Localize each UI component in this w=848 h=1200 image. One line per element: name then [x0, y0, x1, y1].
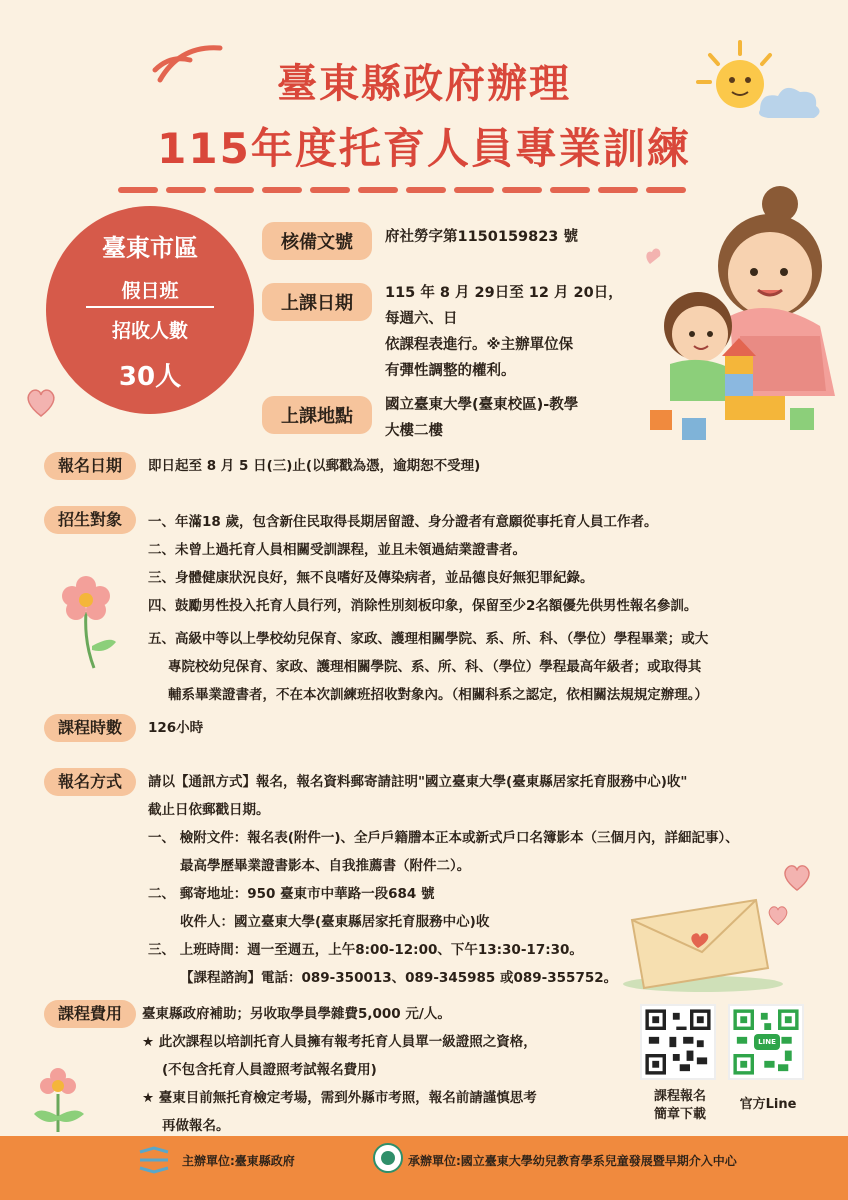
fee-label: 課程費用	[44, 1000, 136, 1028]
list-item: 輔系畢業證書者，不在本次訓練班招收對象內。（相關科系之認定，依相關法規規定辦理。）	[168, 687, 708, 703]
date-line: 依課程表進行。※主辦單位保	[385, 337, 574, 353]
badge-class-type: 假日班	[121, 280, 179, 302]
method-line: 最高學歷畢業證書影本、自我推薦書（附件二）。	[180, 858, 471, 874]
list-item: 專院校幼兒保育、家政、護理相關學院、系、所、科、（學位）學程最高年級者；或取得其	[168, 659, 702, 675]
method-label: 報名方式	[44, 768, 136, 796]
class-badge	[46, 206, 254, 414]
list-item: 一、年滿18 歲，包含新住民取得長期居留證、身分證者有意願從事托育人員工作者。	[148, 514, 658, 530]
fee-line: 再做報名。	[162, 1118, 230, 1134]
badge-enroll-label: 招收人數	[111, 320, 188, 342]
list-item: 四、鼓勵男性投入托育人員行列，消除性別刻板印象，保留至少2名額優先供男性報名參訓。	[148, 598, 698, 614]
location-line: 國立臺東大學(臺東校區)-教學	[385, 397, 579, 413]
date-lines	[385, 280, 623, 384]
fee-lines	[142, 1000, 537, 1140]
signup-qr-caption: 課程報名	[653, 1089, 706, 1104]
page-title-line1: 臺東縣政府辦理	[277, 61, 571, 107]
date-line: 有彈性調整的權利。	[385, 363, 516, 379]
target-label: 招生對象	[44, 506, 136, 534]
badge-divider	[86, 306, 214, 308]
line-qr-caption: 官方Line	[739, 1097, 797, 1112]
registration-date-text: 即日起至 8 月 5 日(三)止(以郵戳為憑，逾期恕不受理)	[148, 458, 481, 474]
target-item5	[148, 625, 708, 709]
hours-text: 126小時	[148, 720, 204, 736]
method-line: 【課程諮詢】電話：089-350013、089-345985 或089-355752。	[180, 970, 618, 986]
method-line: 收件人：國立臺東大學(臺東縣居家托育服務中心)收	[180, 914, 490, 930]
footer-executor: 承辦單位:國立臺東大學幼兒教育學系兒童發展暨早期介入中心	[408, 1154, 737, 1168]
target-list	[148, 508, 697, 620]
approval-value: 府社勞字第1150159823 號	[385, 229, 578, 245]
method-line: 二、 郵寄地址：950 臺東市中華路一段684 號	[148, 886, 435, 902]
method-line: 三、 上班時間：週一至週五，上午8:00-12:00、下午13:30-17:30。	[148, 942, 583, 958]
registration-date-label: 報名日期	[44, 452, 136, 480]
flower-icon	[30, 1066, 90, 1136]
signup-qr-panel[interactable]	[640, 1004, 720, 1124]
date-line: 115 年 8 月 29日至 12 月 20日，	[385, 285, 623, 301]
badge-area: 臺東市區	[102, 234, 198, 262]
method-line: 截止日依郵戳日期。	[148, 802, 270, 818]
fee-line: 臺東縣政府補助；另收取學員學雜費5,000 元/人。	[142, 1006, 451, 1022]
list-item: 二、未曾上過托育人員相關受訓課程，並且未領過結業證書者。	[148, 542, 526, 558]
page-title-line2: 115年度托育人員專業訓練	[157, 124, 691, 173]
badge-enroll-count: 30人	[118, 362, 182, 392]
university-logo-icon	[372, 1142, 404, 1174]
location-line: 大樓二樓	[385, 423, 443, 439]
line-qr-panel[interactable]	[728, 1004, 808, 1114]
signup-qr-caption: 簡章下載	[653, 1107, 706, 1122]
approval-label: 核備文號	[262, 222, 372, 260]
mother-child-illustration	[630, 186, 840, 442]
footer-organizer: 主辦單位:臺東縣政府	[182, 1154, 295, 1168]
method-line: 請以【通訊方式】報名，報名資料郵寄請註明"國立臺東大學(臺東縣居家托育服務中心)收"	[148, 774, 688, 790]
date-line: 每週六、日	[385, 311, 458, 327]
method-line: 一、 檢附文件：報名表(附件一)、全戶戶籍謄本正本或新式戶口名簿影本（三個月內，詳細記事）、	[148, 830, 739, 846]
heart-icon	[24, 386, 58, 418]
location-label: 上課地點	[262, 396, 372, 434]
line-qr-wrapper	[728, 1004, 808, 1084]
hours-label: 課程時數	[44, 714, 136, 742]
envelope-icon	[618, 894, 788, 994]
fee-line: ★ 臺東目前無托育檢定考場，需到外縣市考照，報名前請謹慎思考	[142, 1090, 537, 1106]
list-item: 三、身體健康狀況良好，無不良嗜好及傳染病者，並品德良好無犯罪紀錄。	[148, 570, 594, 586]
signup-qr-code[interactable]	[640, 1004, 716, 1080]
date-label: 上課日期	[262, 283, 372, 321]
fee-line: (不包含托育人員證照考試報名費用)	[162, 1062, 377, 1078]
flower-icon	[54, 572, 124, 672]
fee-line: ★ 此次課程以培訓托育人員擁有報考托育人員單一級證照之資格，	[142, 1034, 537, 1050]
location-lines	[385, 392, 578, 444]
line-logo-badge: LINE	[754, 1034, 780, 1050]
heart-icon	[780, 862, 814, 892]
list-item: 五、高級中等以上學校幼兒保育、家政、護理相關學院、系、所、科、（學位）學程畢業；或大	[148, 631, 709, 647]
government-logo-icon	[136, 1146, 172, 1176]
title-divider	[118, 178, 718, 186]
